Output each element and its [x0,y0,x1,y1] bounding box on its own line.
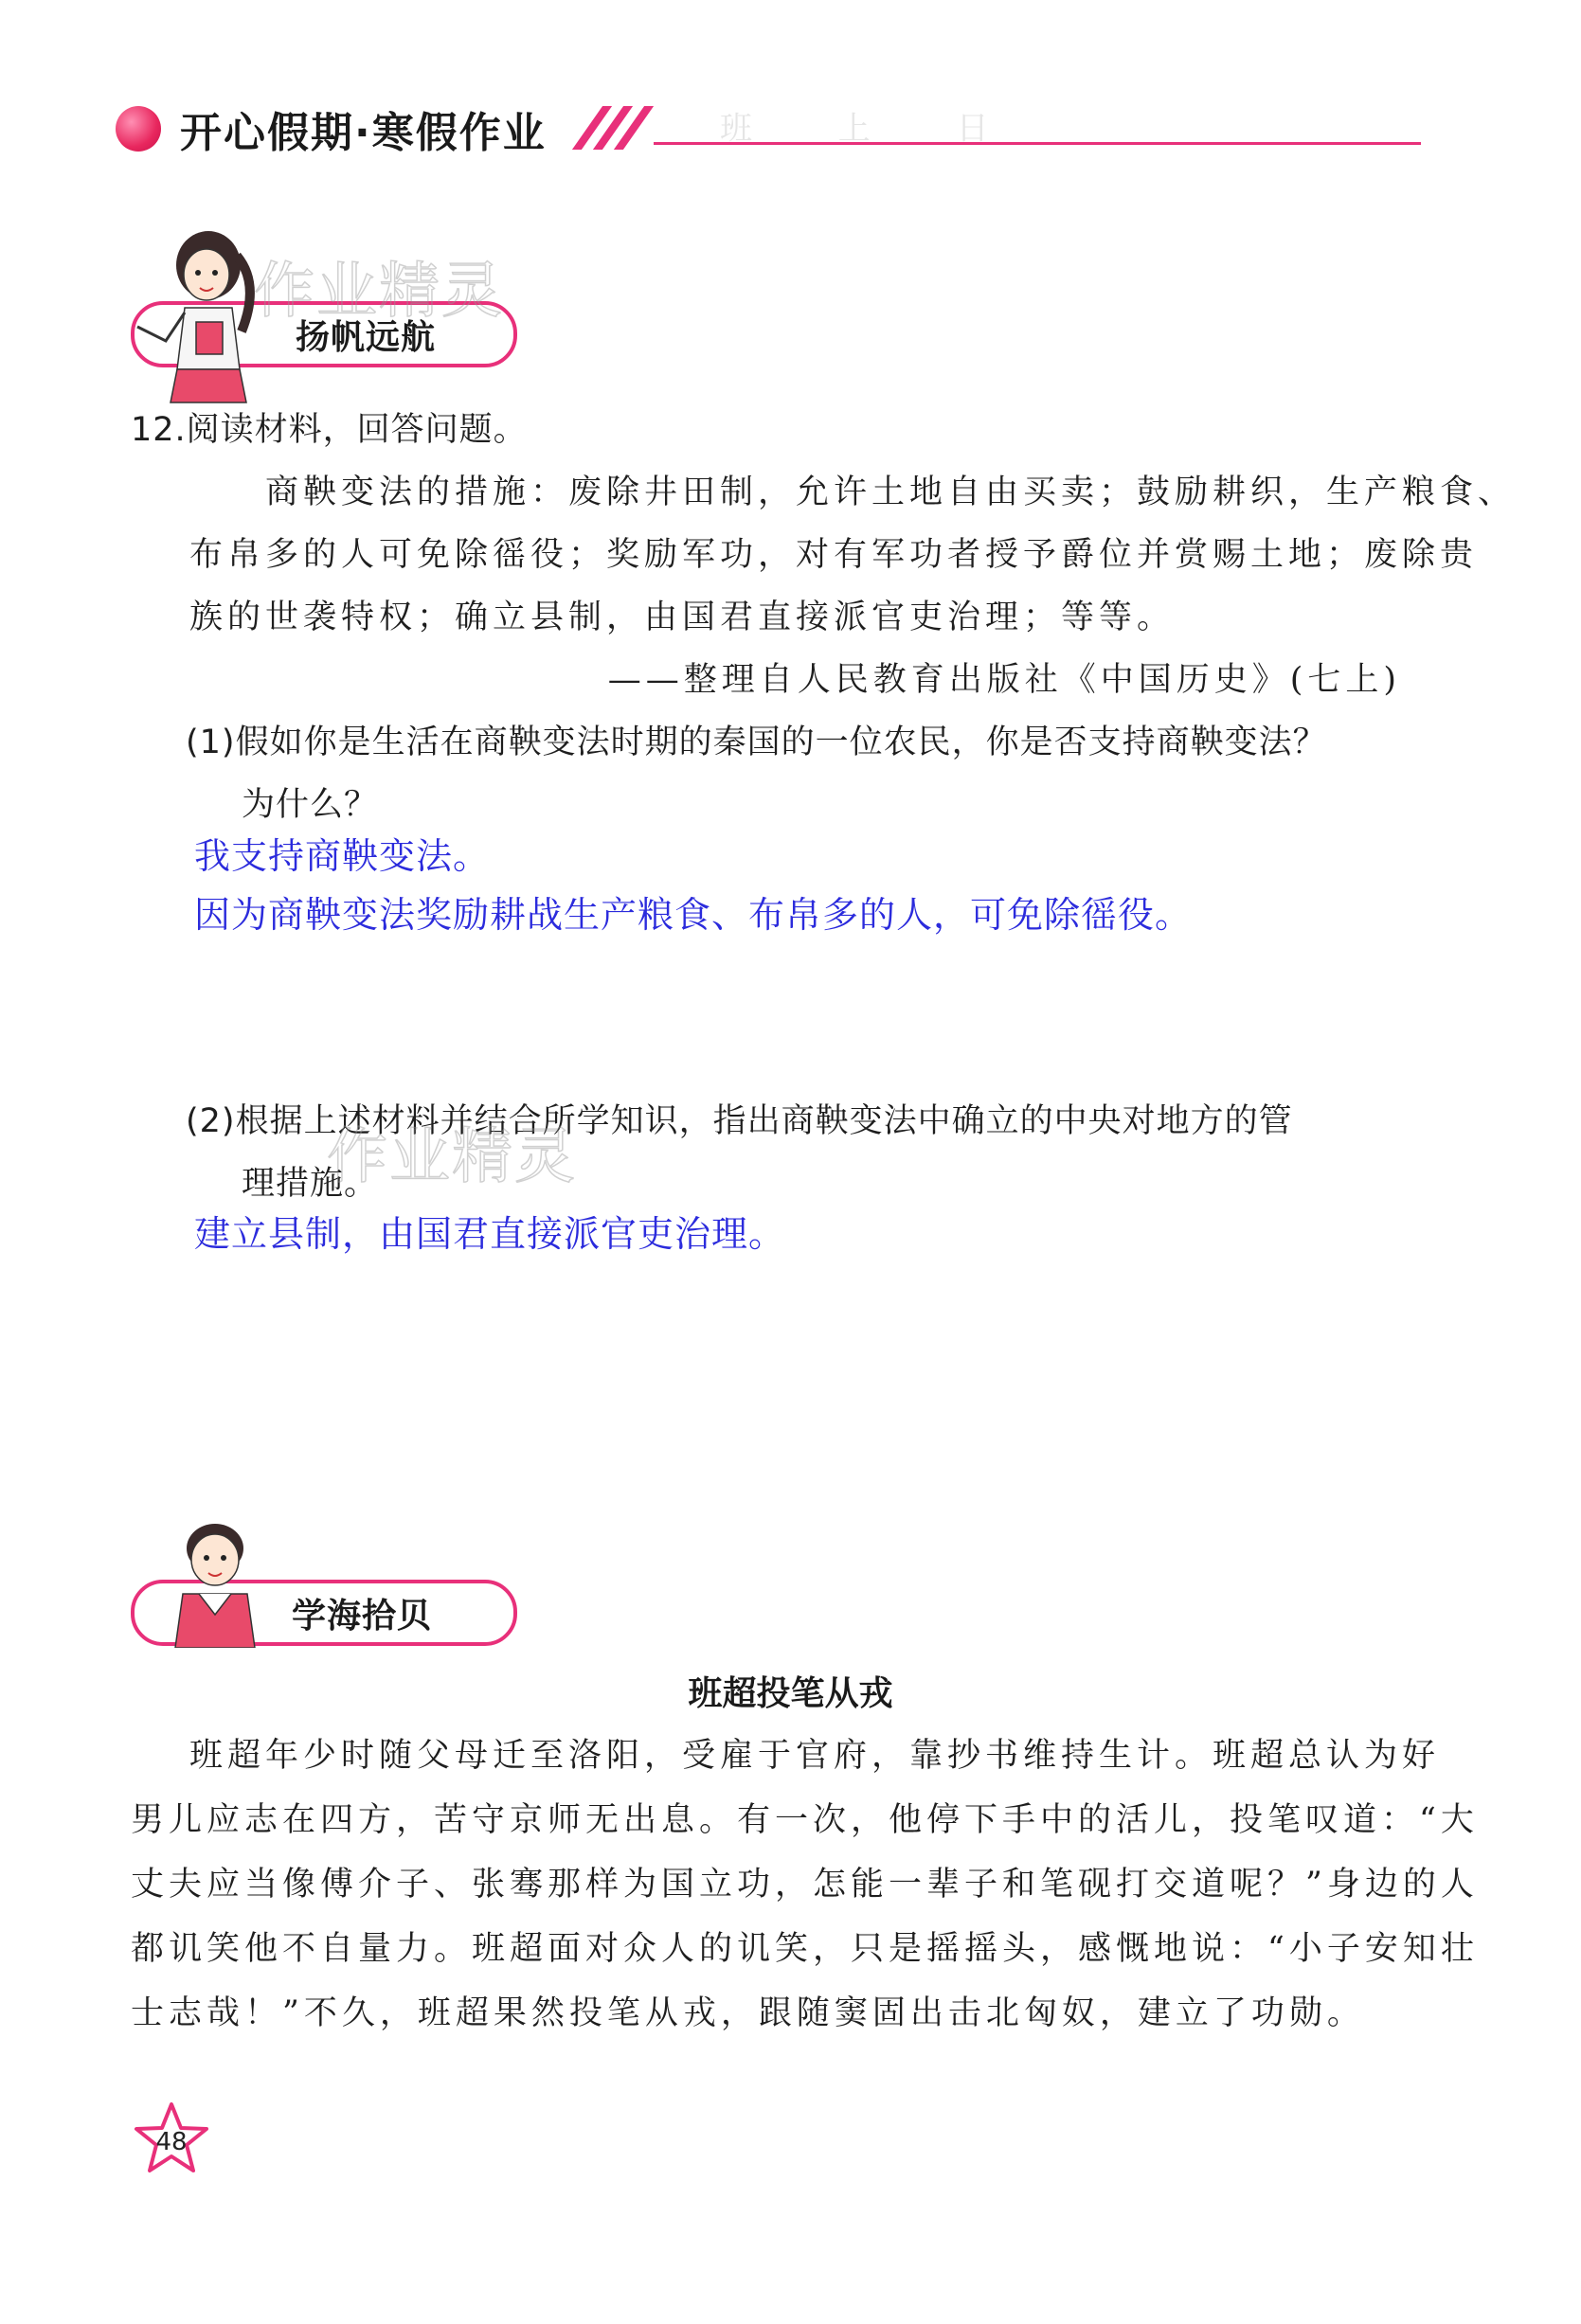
story-title: 班超投笔从戎 [688,1674,893,1713]
question-title: 12.阅读材料，回答问题。 [131,411,528,449]
story-line: 丈夫应当像傅介子、张骞那样为国立功，怎能一辈子和笔砚打交道呢？”身边的人 [131,1866,1479,1904]
answer-1-line: 因为商鞅变法奖励耕战生产粮食、布帛多的人，可免除徭役。 [194,894,1193,936]
boy-illustration-icon [156,1520,275,1648]
subquestion-1-cont: 为什么？ [242,786,379,824]
header-title: 开心假期·寒假作业 [180,109,547,157]
section-title-xuehai: 学海拾贝 [292,1597,433,1636]
answer-1-line: 我支持商鞅变法。 [194,835,491,877]
material-source: ——整理自人民教育出版社《中国历史》(七上) [607,661,1401,699]
story-line: 士志哉！”不久，班超果然投笔从戎，跟随窦固出击北匈奴，建立了功勋。 [131,1994,1365,2032]
subquestion-2: (2)根据上述材料并结合所学知识，指出商鞅变法中确立的中央对地方的管 [186,1102,1293,1140]
story-line: 男儿应志在四方，苦守京师无出息。有一次，他停下手中的活儿，投笔叹道：“大 [131,1801,1479,1839]
story-line: 都讥笑他不自量力。班超面对众人的讥笑，只是摇摇头，感慨地说：“小子安知壮 [131,1930,1479,1968]
header-ghost-text: 班 上 日 [720,110,1027,148]
material-line: 商鞅变法的措施：废除井田制，允许土地自由买卖；鼓励耕织，生产粮食、 [265,474,1517,511]
page-number: 48 [155,2128,188,2156]
subquestion-1: (1)假如你是生活在商鞅变法时期的秦国的一位农民，你是否支持商鞅变法？ [186,724,1327,761]
watermark-text: 作业精灵 [254,257,504,327]
girl-illustration-icon [128,227,270,407]
section-title-yangfan: 扬帆远航 [296,318,437,357]
subquestion-2-cont: 理措施。 [242,1165,379,1203]
header-dot-icon [116,106,161,152]
story-line: 班超年少时随父母迁至洛阳，受雇于官府，靠抄书维持生计。班超总认为好 [189,1737,1441,1775]
material-line: 布帛多的人可免除徭役；奖励军功，对有军功者授予爵位并赏赐土地；废除贵 [189,536,1479,574]
answer-2-line: 建立县制，由国君直接派官吏治理。 [194,1213,786,1255]
material-line: 族的世袭特权；确立县制，由国君直接派官吏治理；等等。 [189,599,1176,636]
watermark-text: 作业精灵 [327,1122,577,1192]
